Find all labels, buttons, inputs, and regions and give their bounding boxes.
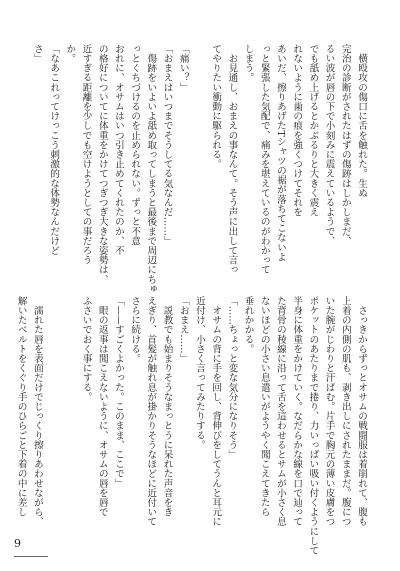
- text-line: 「……ちょっと変な気分になりそう」: [226, 296, 238, 460]
- text-line: 「おまえ……」: [177, 296, 189, 364]
- text-line: でも舐め上げるとかぶるりと大きく震え: [307, 44, 319, 217]
- text-line: の格好についてに体重をかけてつぎつぎ大きな姿勢は、: [96, 44, 108, 284]
- text-line: 上着の内側の肌も、剥き出しにされたままだ。腹につ: [339, 296, 351, 527]
- text-line: [45, 296, 61, 536]
- text-line: オサムの背に手を回し、背伸びをしてうんと耳元に: [210, 296, 222, 527]
- text-line: っとくちづけるのを止められない。ずっと不意: [129, 44, 141, 246]
- text-line: 「痛い？」: [177, 44, 189, 92]
- text-line: 説教でも始まりそうなまっとうに呆れた声音をき: [161, 296, 173, 517]
- footer-rule: [14, 556, 48, 557]
- text-line: れないように歯の痕を強くつけてそれを: [291, 44, 303, 217]
- text-line: いた腕がじわりと汗ばむ。片手で胸元の薄い皮膚をつ: [323, 296, 335, 527]
- text-line: 傷跡をいよいよ舐め取ってしまうと最後まで周辺にちゅ: [145, 44, 157, 294]
- text-line: ふさいでおく事にする。: [80, 296, 92, 402]
- text-line: さ」: [31, 44, 43, 64]
- text-line: ないほどの小さい息遣いがようやく聞こえてきたら: [258, 296, 270, 517]
- text-line: [61, 296, 77, 536]
- text-line: 垂れかかる。: [242, 296, 254, 354]
- text-line: えぎり、首髪が触れ息が掛かりそうなほどに近付いて: [145, 296, 157, 527]
- upper-text-block: [29, 44, 369, 294]
- text-line: さらに続ける。: [129, 296, 141, 364]
- text-line: しまう。: [242, 44, 254, 83]
- text-line: ポケットのあたりまで捲り、力いっぱい吸い付くようにして: [307, 296, 319, 556]
- text-line: 「——すごくよかった。このまま、ここで」: [112, 296, 124, 488]
- text-line: さっきからずっとオサムの戦闘服は着崩れて、腹も: [356, 296, 367, 527]
- page-number: 9: [14, 537, 21, 550]
- lower-text-block: [13, 296, 369, 556]
- text-line: 「なあこれってけっこう刺激的な体勢なんだけど: [48, 44, 60, 256]
- text-line: っと緊張した気配で、痛みを堪えているのがわかって: [258, 44, 270, 275]
- text-line: 近すぎる距離を少しでも空けようとしての事だろう: [80, 44, 92, 265]
- text-line: 眼の返事は聞こえないように、オサムの唇を唇で: [96, 296, 108, 517]
- text-line: か。: [64, 44, 76, 64]
- text-line: 完治の診断がされたはずの傷跡はしかしまだ、: [339, 44, 351, 246]
- text-line: 濡れた唇を表面だけでじっくり擦りあわせながら、: [31, 296, 43, 527]
- text-line: [191, 44, 207, 276]
- text-line: 横殴攻の傷口に舌を触れた。生ぬ: [356, 44, 367, 198]
- text-line: てやりたい衝動に駆られる。: [210, 44, 222, 169]
- text-line: おれに、オサムはいつ引き止めてくれたのか、不: [112, 44, 124, 256]
- text-line: お見通し、おまえの事なんて。そう声に出して言っ: [226, 44, 238, 275]
- text-line: 近付け、小さく言ってみたりする。: [193, 296, 205, 450]
- text-line: るい波が唇の下で小刻みに震えているようで、: [323, 44, 335, 246]
- text-line: た背骨の稜線に沿って舌を這わせるとサムが小さく息: [274, 296, 286, 527]
- text-line: あいだ、擦りあげたTシャツの裾が落ちてこないよ: [274, 44, 286, 262]
- text-line: 解いたベルトをくぐり手のひらごと下着の中に差し: [15, 296, 27, 517]
- text-line: 「おまえはいつまでそうしてる気なんだ……」: [161, 44, 173, 246]
- text-line: 半身に体重をかけていく。なだらかな線を口で辿って: [291, 296, 303, 527]
